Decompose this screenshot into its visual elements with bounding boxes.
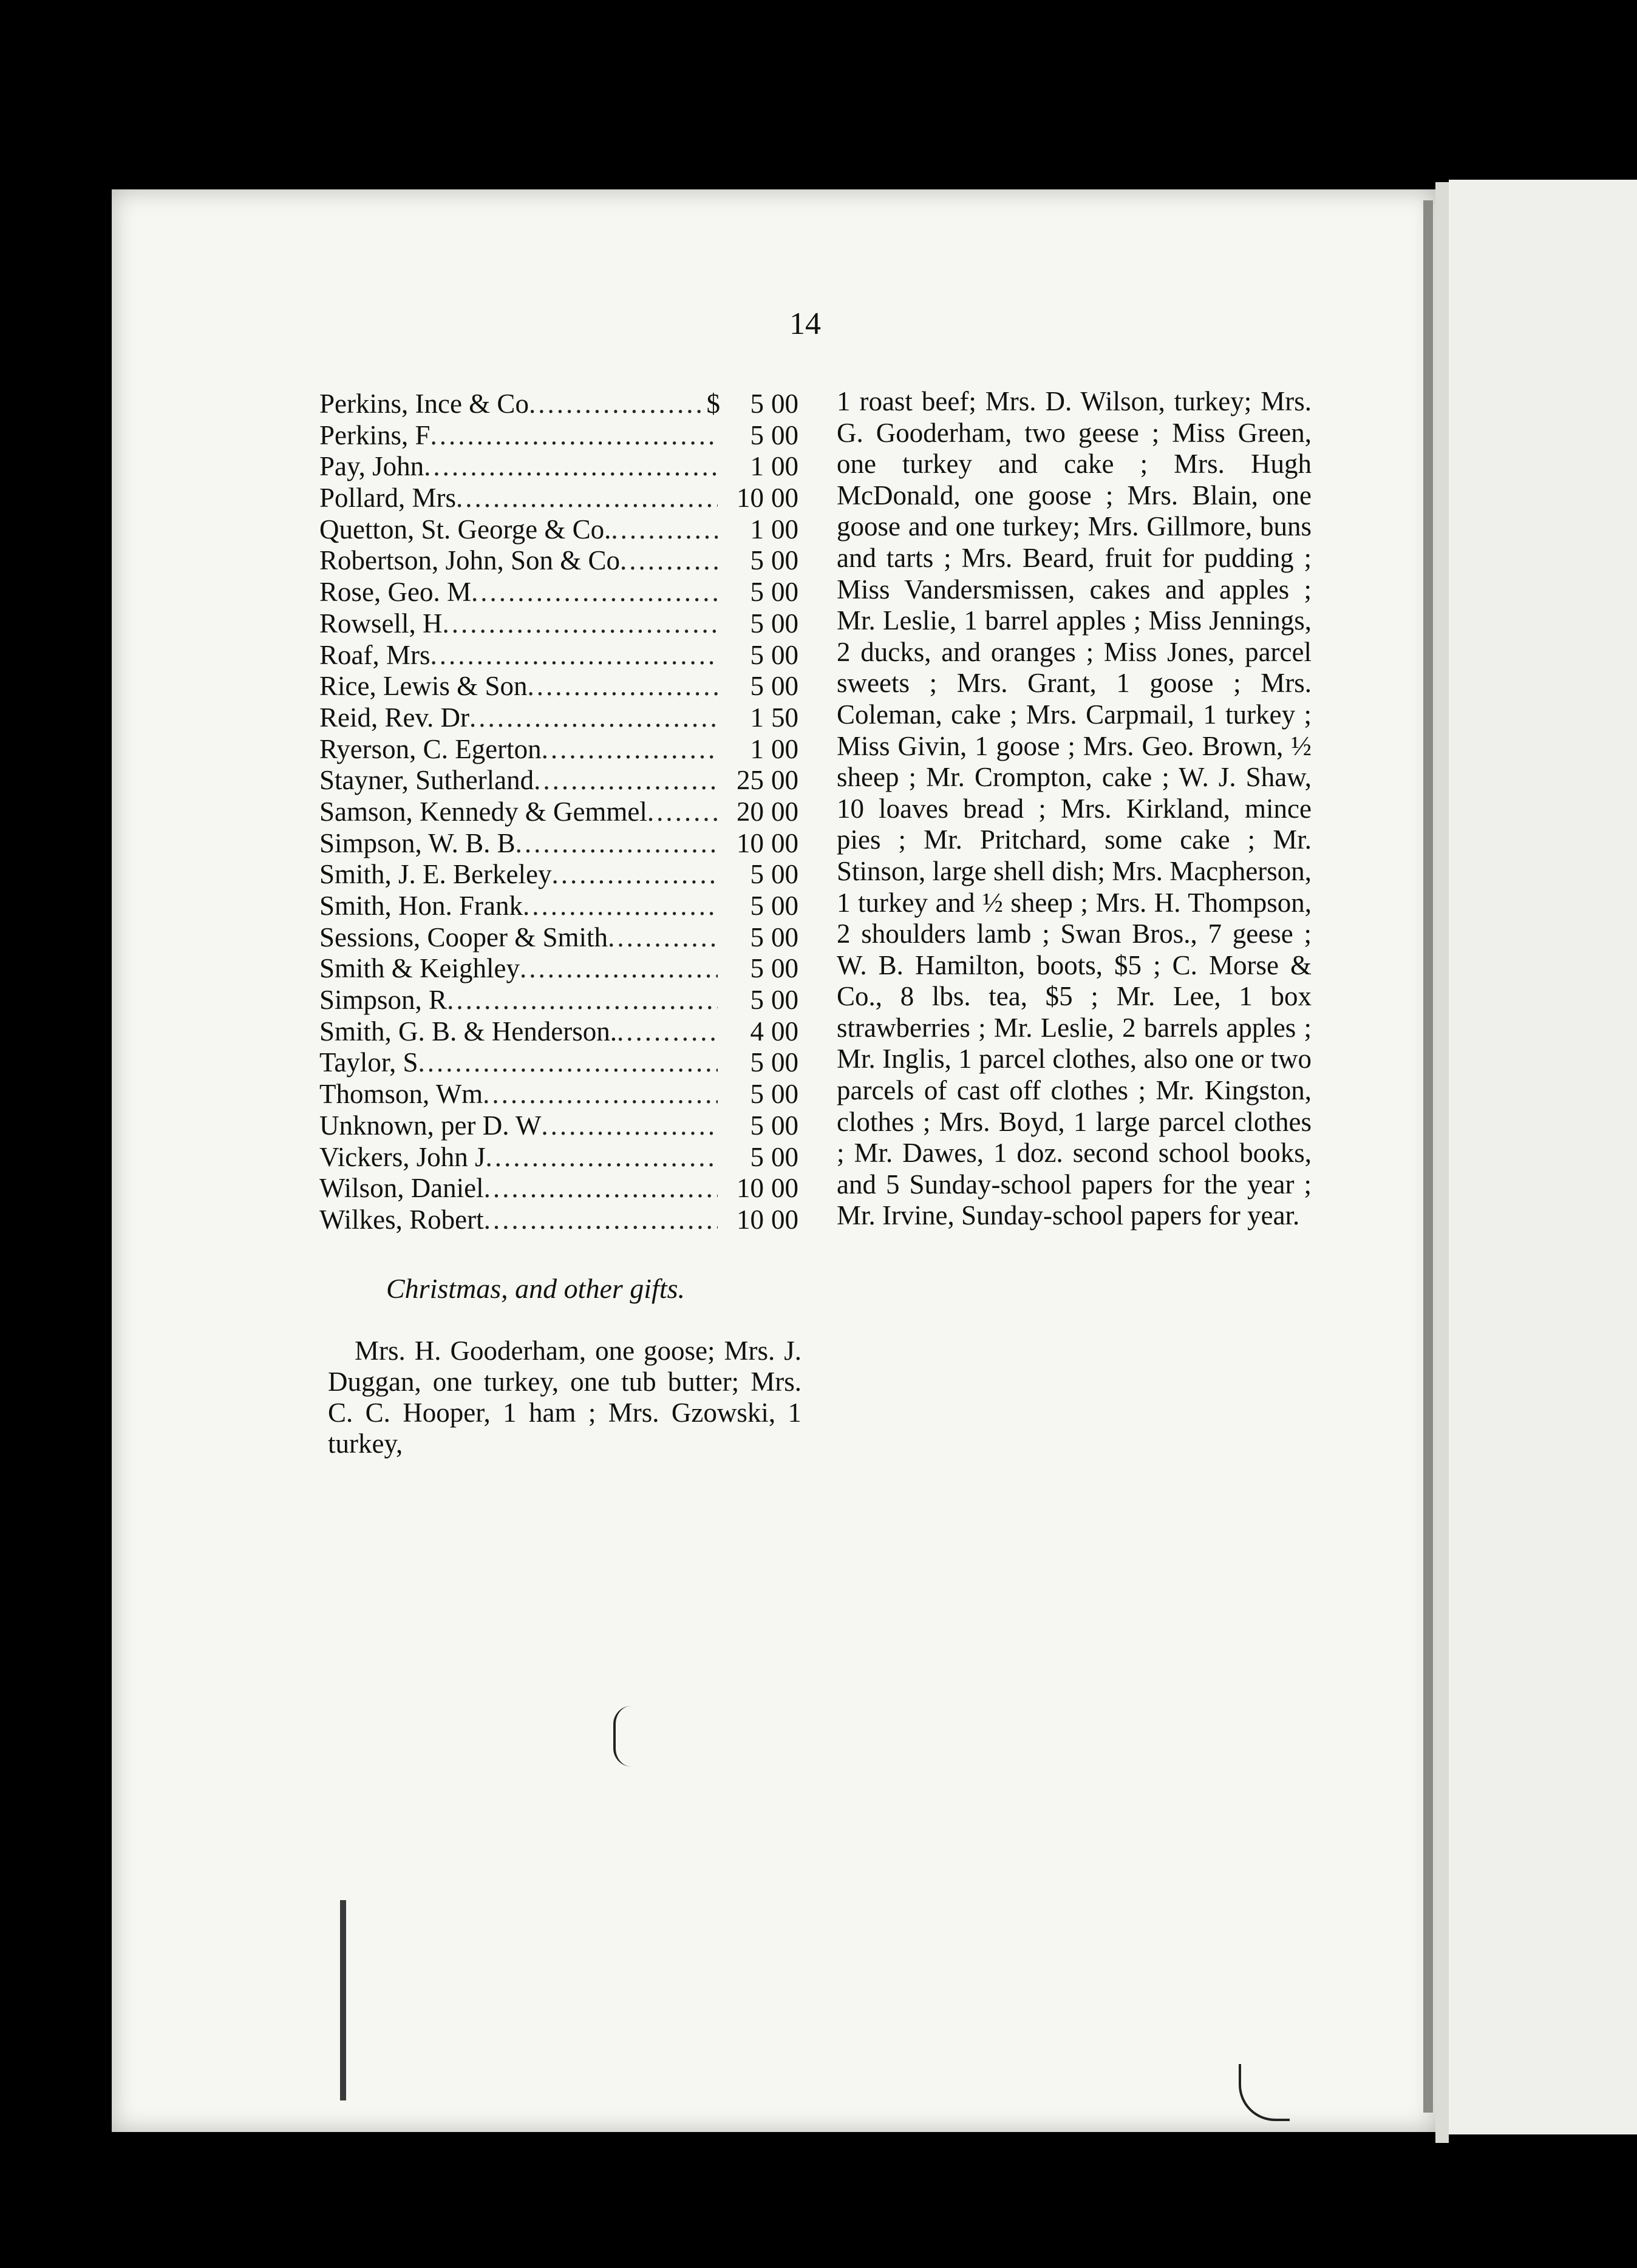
subscription-row	[319, 483, 805, 514]
dot-leader	[534, 765, 718, 796]
dot-leader	[647, 796, 718, 828]
subscription-row	[319, 1079, 805, 1110]
subscriber-name: Wilson, Daniel	[319, 1173, 484, 1204]
subscriber-name: Smith, J. E. Berkeley	[319, 859, 552, 890]
amount-cents: 00	[771, 389, 798, 419]
dot-leader	[523, 891, 718, 922]
subscriber-name: Smith & Keighley	[319, 953, 520, 984]
subscription-row	[319, 608, 805, 640]
dot-leader	[469, 702, 718, 734]
amount-dollars: 10	[737, 1204, 764, 1235]
amount-cents: 50	[771, 702, 798, 733]
subscriber-name: Sessions, Cooper & Smith	[319, 922, 608, 952]
dot-leader	[424, 451, 718, 483]
dot-leader	[529, 389, 704, 420]
dot-leader	[483, 1079, 718, 1110]
gifts-paragraph-left: Mrs. H. Gooderham, one goose; Mrs. J. Duggan, one turkey, one tub butter; Mrs. C. C. Hooper, 1 ham ; Mrs. Gzowski, 1 turkey,	[328, 1336, 801, 1459]
subscription-row	[319, 953, 805, 985]
page-edge	[1435, 182, 1449, 2143]
binding-gutter	[1423, 200, 1433, 2113]
subscription-row	[319, 891, 805, 922]
dot-leader	[527, 671, 718, 702]
amount-cents: 00	[771, 891, 798, 921]
subscription-row	[319, 828, 805, 860]
amount-cents: 00	[771, 733, 798, 764]
subscription-row	[319, 640, 805, 671]
amount-cents: 00	[771, 545, 798, 576]
amount-cents: 00	[771, 985, 798, 1016]
subscription-row	[319, 545, 805, 577]
amount-dollars: 5	[750, 1141, 764, 1172]
amount-cents: 00	[771, 577, 798, 608]
gifts-heading: Christmas, and other gifts.	[386, 1273, 686, 1304]
subscription-row	[319, 765, 805, 796]
subscription-row	[319, 1173, 805, 1204]
subscription-row	[319, 1047, 805, 1079]
amount-dollars: 5	[750, 922, 764, 952]
amount-cents: 00	[771, 419, 798, 450]
amount-cents: 00	[771, 1173, 798, 1204]
dot-leader	[620, 545, 718, 577]
subscriber-name: Rose, Geo. M	[319, 577, 471, 608]
dot-leader	[611, 514, 718, 546]
amount-dollars: 5	[750, 577, 764, 608]
amount-dollars: 20	[737, 796, 764, 827]
amount-dollars: 10	[737, 483, 764, 514]
amount-dollars: 10	[737, 1173, 764, 1204]
amount-dollars: 5	[750, 891, 764, 921]
subscriber-name: Simpson, R	[319, 985, 448, 1016]
subscription-row	[319, 389, 805, 420]
amount-dollars: 5	[750, 389, 764, 419]
amount-dollars: 1	[750, 733, 764, 764]
subscription-row	[319, 734, 805, 766]
dot-leader	[484, 1204, 718, 1236]
dot-leader	[471, 577, 718, 608]
facing-page-edge	[1449, 180, 1637, 2134]
subscriber-name: Rowsell, H	[319, 608, 443, 639]
amount-dollars: 5	[750, 419, 764, 450]
dollar-sign: $	[706, 389, 720, 419]
subscriber-name: Vickers, John J	[319, 1141, 486, 1172]
amount-dollars: 25	[737, 765, 764, 796]
dot-leader	[542, 734, 718, 766]
subscriber-name: Pollard, Mrs	[319, 483, 456, 514]
amount-dollars: 1	[750, 451, 764, 482]
subscriber-name: Perkins, F	[319, 419, 431, 450]
gifts-paragraph-right: 1 roast beef; Mrs. D. Wilson, turkey; Mrs. G. Gooderham, two geese ; Miss Green, one turkey and cake ; Mrs. Hugh McDonald, one goose ; Mrs. Blain, one goose and one turkey; Mrs. Gillmore, buns and tarts ; Mrs. Beard, fruit for pudding ; Miss Vandersmissen, cakes and apples ; Mr. Leslie, 1 barrel apples ; Miss Jennings, 2 ducks, and oranges ; Miss Jones, parcel sweets ; Mrs. Grant, 1 goose ; Mrs. Coleman, cake ; Mrs. Carpmail, 1 turkey ; Miss Givin, 1 goose ; Mrs. Geo. Brown, ½ sheep ; Mr. Crompton, cake ; W. J. Shaw, 10 loaves bread ; Mrs. Kirkland, mince pies ; Mr. Pritchard, some cake ; Mr. Stinson, large shell dish; Mrs. Macpherson, 1 turkey and ½ sheep ; Mrs. H. Thompson, 2 shoulders lamb ; Swan Bros., 7 geese ; W. B. Hamilton, boots, $5 ; C. Morse & Co., 8 lbs. tea, $5 ; Mr. Lee, 1 box strawberries ; Mr. Leslie, 2 barrels apples ; Mr. Inglis, 1 parcel clothes, also one or two parcels of cast off clothes ; Mr. Kingston, clothes ; Mrs. Boyd, 1 large parcel clothes ; Mr. Dawes, 1 doz. second school books, and 5 Sunday-school papers for the year ; Mr. Irvine, Sunday-school papers for year.	[837, 386, 1312, 1231]
dot-leader	[617, 1016, 718, 1048]
scan-mark	[613, 1706, 631, 1767]
amount-cents: 00	[771, 608, 798, 639]
dot-leader	[608, 922, 718, 954]
subscriber-name: Smith, Hon. Frank	[319, 891, 523, 921]
amount-cents: 00	[771, 639, 798, 670]
amount-cents: 00	[771, 1047, 798, 1078]
subscriber-name: Smith, G. B. & Henderson.	[319, 1016, 617, 1047]
dot-leader	[430, 640, 718, 671]
amount-cents: 00	[771, 451, 798, 482]
amount-cents: 00	[771, 514, 798, 545]
subscription-row	[319, 577, 805, 608]
subscriber-name: Ryerson, C. Egerton	[319, 733, 542, 764]
amount-dollars: 5	[750, 608, 764, 639]
subscriber-name: Simpson, W. B. B	[319, 827, 516, 858]
subscriber-name: Robertson, John, Son & Co	[319, 545, 621, 576]
amount-dollars: 5	[750, 985, 764, 1016]
subscriber-name: Samson, Kennedy & Gemmel	[319, 796, 647, 827]
amount-cents: 00	[771, 1016, 798, 1047]
dot-leader	[456, 483, 718, 514]
dot-leader	[443, 608, 718, 640]
amount-cents: 00	[771, 827, 798, 858]
dot-leader	[484, 1173, 718, 1204]
page-number: 14	[789, 307, 821, 341]
subscription-row	[319, 859, 805, 891]
amount-cents: 00	[771, 483, 798, 514]
subscriber-name: Perkins, Ince & Co	[319, 389, 529, 419]
amount-dollars: 5	[750, 1047, 764, 1078]
subscription-row	[319, 922, 805, 954]
amount-cents: 00	[771, 796, 798, 827]
subscriber-name: Roaf, Mrs	[319, 639, 431, 670]
amount-cents: 00	[771, 922, 798, 952]
dot-leader	[486, 1142, 718, 1173]
dot-leader	[431, 420, 718, 452]
amount-cents: 00	[771, 859, 798, 890]
subscription-row	[319, 985, 805, 1016]
subscriber-name: Rice, Lewis & Son	[319, 671, 528, 702]
amount-dollars: 5	[750, 1110, 764, 1141]
subscriber-name: Pay, John	[319, 451, 424, 482]
subscriber-name: Taylor, S	[319, 1047, 418, 1078]
subscription-row	[319, 451, 805, 483]
subscription-row	[319, 1142, 805, 1173]
amount-cents: 00	[771, 953, 798, 984]
amount-dollars: 10	[737, 827, 764, 858]
dot-leader	[447, 985, 718, 1016]
amount-cents: 00	[771, 1141, 798, 1172]
subscription-row	[319, 671, 805, 702]
dot-leader	[541, 1110, 718, 1142]
dot-leader	[418, 1047, 718, 1079]
subscription-row	[319, 1016, 805, 1048]
subscription-row	[319, 1110, 805, 1142]
subscription-row	[319, 514, 805, 546]
dot-leader	[516, 828, 718, 860]
amount-cents: 00	[771, 1079, 798, 1110]
subscriber-name: Unknown, per D. W	[319, 1110, 542, 1141]
amount-dollars: 5	[750, 1079, 764, 1110]
subscription-row	[319, 702, 805, 734]
amount-dollars: 5	[750, 639, 764, 670]
subscriber-name: Quetton, St. George & Co.	[319, 514, 611, 545]
amount-dollars: 5	[750, 859, 764, 890]
subscription-row	[319, 796, 805, 828]
dot-leader	[520, 953, 718, 985]
subscriber-name: Stayner, Sutherland	[319, 765, 534, 796]
amount-dollars: 4	[750, 1016, 764, 1047]
amount-cents: 00	[771, 1110, 798, 1141]
amount-cents: 00	[771, 671, 798, 702]
subscriber-name: Wilkes, Robert	[319, 1204, 484, 1235]
amount-dollars: 1	[750, 702, 764, 733]
amount-dollars: 5	[750, 953, 764, 984]
subscriber-name: Thomson, Wm	[319, 1079, 483, 1110]
amount-cents: 00	[771, 1204, 798, 1235]
amount-dollars: 1	[750, 514, 764, 545]
scan-mark	[340, 1900, 352, 2100]
dot-leader	[551, 859, 718, 891]
amount-dollars: 5	[750, 671, 764, 702]
subscriber-name: Reid, Rev. Dr	[319, 702, 470, 733]
subscription-row	[319, 1204, 805, 1236]
amount-dollars: 5	[750, 545, 764, 576]
subscription-list	[319, 389, 805, 1236]
subscription-row	[319, 420, 805, 452]
amount-cents: 00	[771, 765, 798, 796]
